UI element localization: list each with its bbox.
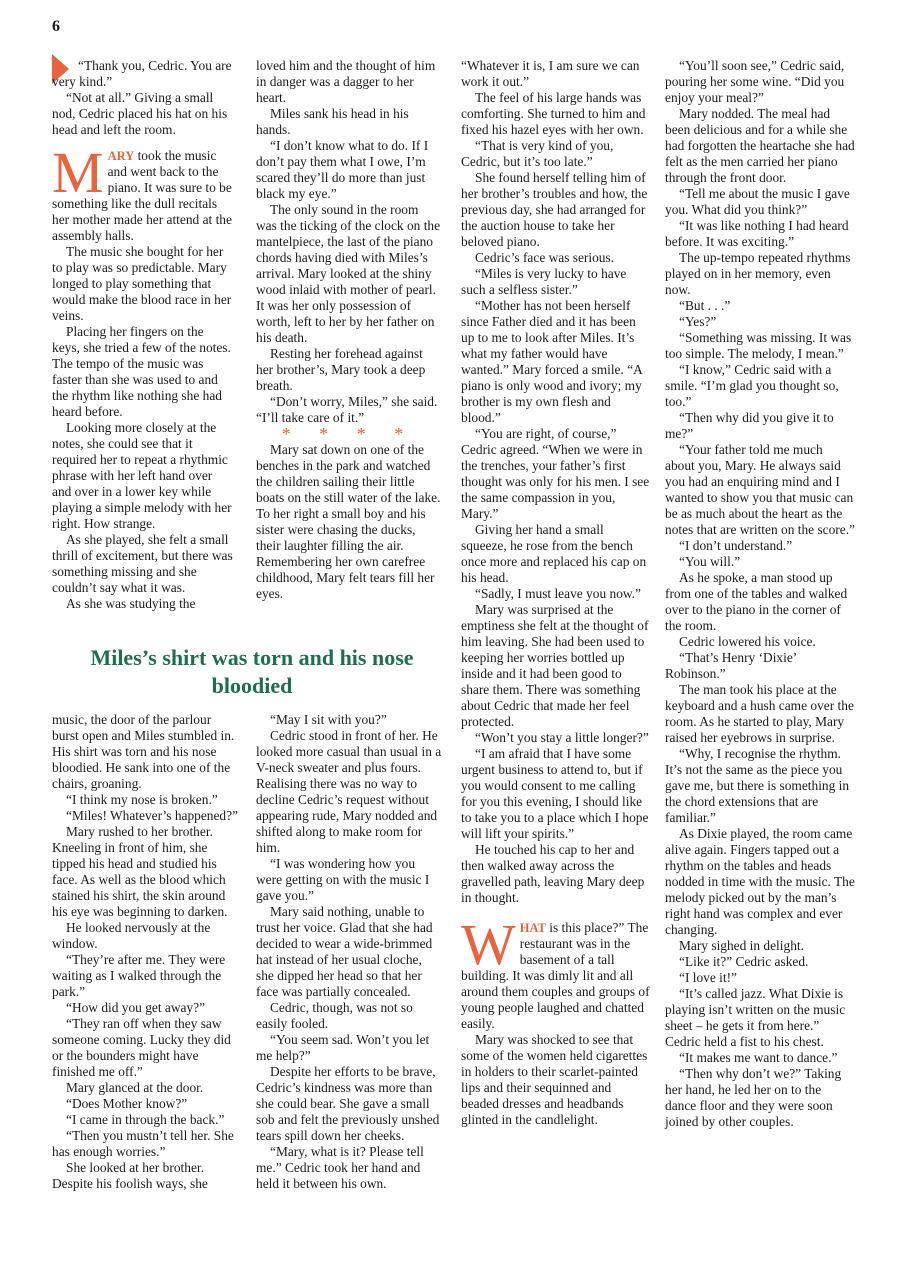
section-break-stars: * * * * [281,424,416,444]
paragraph: “They ran off when they saw someone coming. Lucky they did or the bounders might have finished me off.” [52,1016,231,1079]
drop-cap-what-text: is this place?” The restaurant was in the basement of a tall building. It was dimly lit and all around them couples and groups of young people laughed and chatted easily. [461,920,650,1031]
paragraph: “Sadly, I must leave you now.” [475,586,641,601]
paragraph: Resting her forehead against her brother’s, Mary took a deep breath. [256,346,426,393]
col1-after-paragraphs [52,244,234,612]
lead-word-hat: HAT [519,921,546,935]
paragraph: Mary was surprised at the emptiness she felt at the thought of him leaving. She had been used to keeping her worries bottled up inside and it had been good to share them. There was something about Cedric that made her feel protected. [461,602,649,729]
column-2-top [256,58,441,602]
drop-cap-m: M [52,140,104,205]
paragraph: Mary said nothing, unable to trust her voice. Glad that she had decided to wear a wide-brimmed hat instead of her usual cloche, she dipped her head so that her face was partially concealed. [256,904,433,999]
paragraph: music, the door of the parlour burst open and Miles stumbled in. His shirt was torn and his nose bloodied. He sank into one of the chairs, groaning. [52,712,235,791]
paragraph: Mary glanced at the door. [66,1080,204,1095]
paragraph: “You’ll soon see,” Cedric said, pouring her some wine. “Did you enjoy your meal?” [665,58,845,105]
paragraph: She looked at her brother. Despite his foolish ways, she [52,1160,208,1191]
paragraph: Mary sat down on one of the benches in the park and watched the children sailing their little boats on the still water of the lake. To her right a small boy and his sister were chasing the ducks, their laughter filling the air. Remembering her own carefree childhood, Mary felt tears fill her eyes. [256,442,441,601]
paragraph: Cedric stood in front of her. He looked more casual than usual in a V-neck sweater and plus fours. Realising there was no way to decline Cedric’s request without appearing rude, Mary nodded and shifted along to make room for him. [256,728,442,855]
col4-paragraphs [665,58,855,1130]
column-3 [461,58,651,1128]
paragraph: He touched his cap to her and then walked away across the gravelled path, leaving Mary deep in thought. [461,842,645,905]
paragraph: Despite her efforts to be brave, Cedric’s kindness was more than she could bear. She gave a small sob and felt the previously unshed tears spill down her cheeks. [256,1064,440,1143]
paragraph: “That’s Henry ‘Dixie’ Robinson.” [665,650,797,681]
paragraph: Cedric’s face was serious. [475,250,615,265]
paragraph: “I think my nose is broken.” [66,792,218,807]
paragraph: “You will.” [679,554,741,569]
paragraph: “Does Mother know?” [66,1096,188,1111]
paragraph: “I don’t understand.” [679,538,793,553]
column-2-bottom [256,712,442,1192]
paragraph: Mary sighed in delight. [679,938,804,953]
paragraph: Giving her hand a small squeeze, he rose from the bench once more and replaced his cap on his head. [461,522,647,585]
paragraph: “They’re after me. They were waiting as I walked through the park.” [52,952,226,999]
paragraph: “I came in through the back.” [66,1112,225,1127]
paragraph: “Then why don’t we?” Taking her hand, he led her on to the dance floor and they were soon joined by other couples. [665,1066,842,1129]
paragraph: “Why, I recognise the rhythm. It’s not the same as the piece you gave me, but there is something in the chord extensions that are familiar.” [665,746,850,825]
paragraph: “You seem sad. Won’t you let me help?” [256,1032,430,1063]
col2-bottom-paragraphs [256,712,442,1192]
paragraph: “Whatever it is, I am sure we can work it out.” [461,58,640,89]
paragraph: “I love it!” [679,970,737,985]
paragraph: “Won’t you stay a little longer?” [475,730,649,745]
paragraph: The feel of his large hands was comforting. She turned to him and fixed his hazel eyes with her own. [461,90,646,137]
paragraph: Miles sank his head in his hands. [256,106,409,137]
paragraph: As Dixie played, the room came alive again. Fingers tapped out a rhythm on the tables and heads nodded in time with the music. The melody picked out by the man’s right hand was complex and ever changing. [665,826,855,937]
column-4 [665,58,855,1130]
paragraph: Mary nodded. The meal had been delicious and for a while she had forgotten the heartache she had felt as the men carried her piano through the front door. [665,106,855,185]
paragraph: Placing her fingers on the keys, she tried a few of the notes. The tempo of the music was faster than she was used to and the rhythm like nothing she had heard before. [52,324,231,419]
paragraph: “Not at all.” Giving a small nod, Cedric placed his hat on his head and left the room. [52,90,228,137]
col3-paragraphs [461,58,651,906]
col2-top-paragraphs [256,58,441,426]
paragraph: The music she bought for her to play was so predictable. Mary longed to play something that would make the blood race in her veins. [52,244,232,323]
paragraph: “Mary, what is it? Please tell me.” Cedric took her hand and held it between his own. [256,1144,424,1191]
paragraph: “I am afraid that I have some urgent business to attend to, but if you would consent to me calling for you this evening, I should like to take you to a place which I hope will lift your spirits.” [461,746,649,841]
col3-end-paragraphs [461,1032,651,1128]
paragraph: As she played, she felt a small thrill of excitement, but there was something missing and she couldn’t say what it was. [52,532,233,595]
paragraph: “Tell me about the music I gave you. What did you think?” [665,186,850,217]
lead-word-ary: ARY [107,149,135,163]
paragraph: “Then you mustn’t tell her. She has enough worries.” [52,1128,234,1159]
paragraph: The man took his place at the keyboard and a hush came over the room. As he started to play, Mary raised her eyebrows in surprise. [665,682,854,745]
paragraph: loved him and the thought of him in danger was a dagger to her heart. [256,58,436,105]
paragraph: “Your father told me much about you, Mary. He always said you had an enquiring mind and I wanted to show you that music can be as much about the heart as the notes that are written on the score.” [665,442,855,537]
paragraph: “Don’t worry, Miles,” she said. “I’ll take care of it.” [256,394,438,425]
paragraph: “Miles! Whatever’s happened?” [66,808,239,823]
drop-cap-paragraph-text: took the music and went back to the piano. It was sure to be something like the dull recitals her mother made her attend at the assembly halls. [52,148,232,243]
drop-cap-paragraph-mary [52,140,234,244]
paragraph: “Mother has not been herself since Father died and it has been up to me to look after Miles. It’s what my father would have wanted.” Mary forced a smile. “A piano is only wood and ivory; my brother is my own flesh and blood.” [461,298,643,425]
paragraph: “Like it?” Cedric asked. [679,954,809,969]
drop-cap-w: W [461,912,516,977]
paragraph: “I was wondering how you were getting on with the music I gave you.” [256,856,430,903]
paragraph: Mary was shocked to see that some of the women held cigarettes in holders to their scarlet-painted lips and their sequinned and beaded dresses and headbands glinted in the candlelight. [461,1032,648,1127]
paragraph: “It makes me want to dance.” [679,1050,838,1065]
paragraph: “I know,” Cedric said with a smile. “I’m glad you thought so, too.” [665,362,839,409]
paragraph: “Yes?” [679,314,717,329]
pull-quote-heading: Miles’s shirt was torn and his nose bloodied [90,645,414,698]
paragraph: “But . . .” [679,298,731,313]
paragraph: The up-tempo repeated rhythms played on in her memory, even now. [665,250,851,297]
paragraph: “It’s called jazz. What Dixie is playing isn’t written on the music sheet – he gets it from here.” Cedric held a fist to his chest. [665,986,846,1049]
paragraph: “Thank you, Cedric. You are very kind.” [52,58,232,89]
page-number: 6 [52,18,60,35]
paragraph: “It was like nothing I had heard before. It was exciting.” [665,218,849,249]
paragraph: The only sound in the room was the ticking of the clock on the mantelpiece, the last of the piano chords having died with Miles’s arrival. Mary looked at the shiny wood inlaid with mother of pearl. It was her only possession of worth, left to her by her father on his death. [256,202,441,345]
paragraph: Mary rushed to her brother. Kneeling in front of him, she tipped his head and studied his face. As well as the blood which stained his shirt, the skin around his eye was beginning to darken. [52,824,228,919]
column-1-top [52,58,234,612]
paragraph: “Then why did you give it to me?” [665,410,834,441]
paragraph: “Miles is very lucky to have such a selfless sister.” [461,266,627,297]
drop-cap-paragraph-what [461,912,651,1032]
paragraph: As she was studying the [66,596,196,611]
col1-top-paragraphs [52,58,234,138]
paragraph: “That is very kind of you, Cedric, but it’s too late.” [461,138,614,169]
paragraph: Cedric, though, was not so easily fooled. [256,1000,413,1031]
paragraph: “May I sit with you?” [270,712,387,727]
paragraph: As he spoke, a man stood up from one of the tables and walked over to the piano in the corner of the room. [665,570,848,633]
col1-bottom-paragraphs [52,712,240,1192]
paragraph: “I don’t know what to do. If I don’t pay them what I owe, I’m scared they’ll do more than just black my eye.” [256,138,429,201]
paragraph: “Something was missing. It was too simple. The melody, I mean.” [665,330,852,361]
paragraph: Cedric lowered his voice. [679,634,816,649]
col2-after-stars-paragraphs [256,442,441,602]
paragraph: Looking more closely at the notes, she could see that it required her to repeat a rhythmic phrase with her left hand over and over in a lower key while playing a simple melody with her right. How strange. [52,420,232,531]
paragraph: “You are right, of course,” Cedric agreed. “When we were in the trenches, your father’s first thought was only for his men. I see the same compassion in you, Mary.” [461,426,650,521]
paragraph: He looked nervously at the window. [52,920,211,951]
column-1-bottom [52,712,240,1192]
paragraph: “How did you get away?” [66,1000,206,1015]
paragraph: She found herself telling him of her brother’s troubles and how, the previous day, she had arranged for the auction house to take her beloved piano. [461,170,648,249]
